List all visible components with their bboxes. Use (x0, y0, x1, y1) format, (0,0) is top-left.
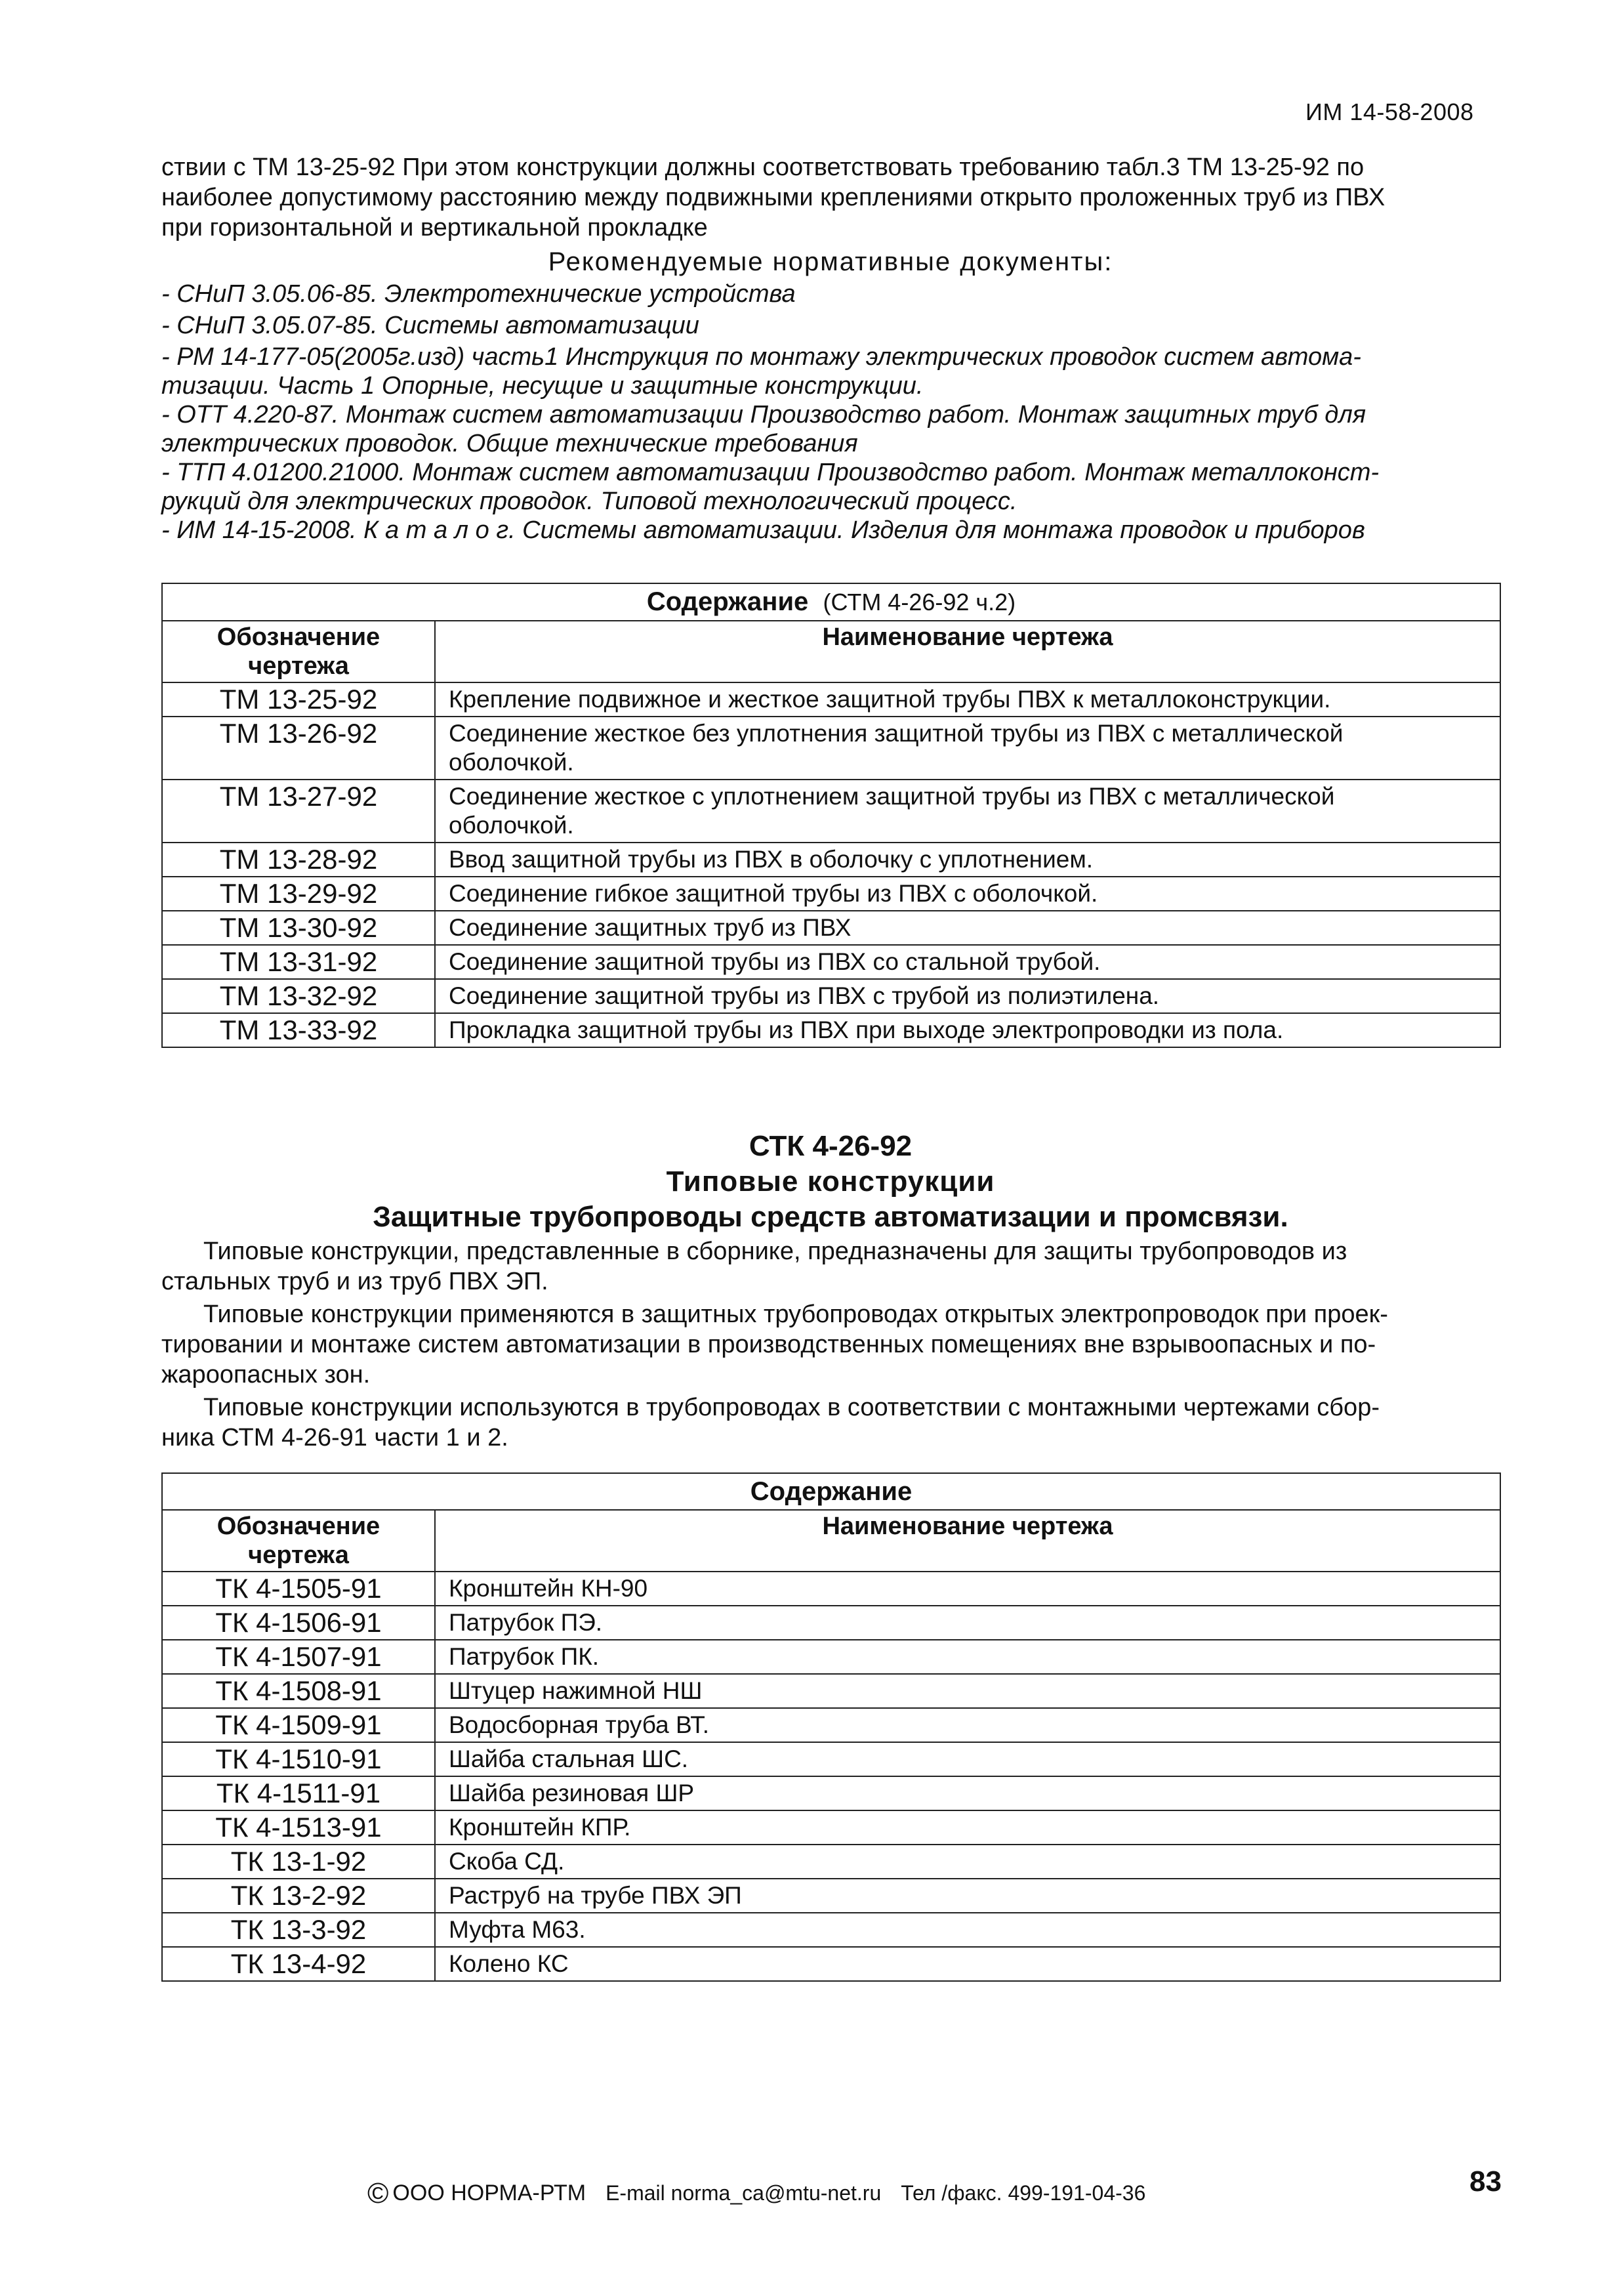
drawing-name: Патрубок ПК. (435, 1640, 1500, 1674)
intro-line: ствии с ТМ 13-25-92 При этом конструкции должны соответствовать требованию табл.3 ТМ 13-25-92 по (161, 154, 1365, 181)
table-header-row (162, 1510, 1500, 1572)
drawing-code: ТМ 13-26-92 (162, 717, 435, 780)
table-row (162, 1640, 1500, 1674)
column-header-code: Обозначение чертежа (162, 1510, 435, 1572)
drawing-code: ТК 13-3-92 (162, 1913, 435, 1947)
table-row (162, 1013, 1500, 1047)
intro-line: при горизонтальной и вертикальной прокладке (161, 214, 708, 241)
table-row (162, 1742, 1500, 1776)
column-header-code: Обозначение чертежа (162, 621, 435, 682)
drawing-name: Соединение защитных труб из ПВХ (435, 911, 1500, 945)
intro-line: наиболее допустимому расстоянию между подвижными креплениями открыто проложенных труб из ПВХ (161, 184, 1386, 211)
section-paragraph: Типовые конструкции применяются в защитных трубопроводах открытых электропроводок при проек- тировании и монтаже систем автоматизации в производственных помещениях вне взрывоопасных и по- жароопасных зон. (161, 1301, 1388, 1388)
copyright-symbol: © (367, 2177, 389, 2209)
drawing-name: Прокладка защитной трубы из ПВХ при выходе электропроводки из пола. (435, 1013, 1500, 1047)
column-header-name: Наименование чертежа (435, 1510, 1500, 1572)
table-row (162, 1947, 1500, 1981)
table-row (162, 1776, 1500, 1810)
drawing-code: ТМ 13-29-92 (162, 877, 435, 911)
section-code: СТК 4-26-92 (749, 1130, 913, 1162)
table-row (162, 1674, 1500, 1708)
drawing-name: Скоба СД. (435, 1845, 1500, 1879)
table-header-row (162, 621, 1500, 682)
drawing-code: ТК 4-1505-91 (162, 1572, 435, 1606)
recommended-docs-title: Рекомендуемые нормативные документы: (548, 247, 1113, 276)
drawing-code: ТМ 13-27-92 (162, 780, 435, 843)
recommended-doc-item: - СНиП 3.05.06-85. Электротехнические устройства (161, 280, 796, 308)
drawing-code: ТК 13-2-92 (162, 1879, 435, 1913)
drawing-name: Патрубок ПЭ. (435, 1606, 1500, 1640)
drawing-code: ТК 4-1511-91 (162, 1776, 435, 1810)
drawing-code: ТМ 13-32-92 (162, 979, 435, 1013)
table-row (162, 945, 1500, 979)
contents-table-1 (161, 583, 1501, 1048)
section-type: Типовые конструкции (666, 1165, 995, 1198)
drawing-name: Крепление подвижное и жесткое защитной трубы ПВХ к металлоконструкции. (435, 682, 1500, 717)
section-paragraph: Типовые конструкции используются в трубопроводах в соответствии с монтажными чертежами сбор- ника СТМ 4-26-91 части 1 и 2. (161, 1394, 1380, 1451)
column-header-name: Наименование чертежа (435, 621, 1500, 682)
recommended-doc-item: - ОТТ 4.220-87. Монтаж систем автоматизации Производство работ. Монтаж защитных труб для электрических проводок. Общие технические требования (161, 401, 1366, 457)
recommended-doc-item: - РМ 14-177-05(2005г.изд) часть1 Инструкция по монтажу электрических проводок систем автома- тизации. Часть 1 Опорные, несущие и защитные конструкции. (161, 343, 1361, 400)
drawing-code: ТК 4-1507-91 (162, 1640, 435, 1674)
table-row (162, 1879, 1500, 1913)
drawing-code: ТМ 13-30-92 (162, 911, 435, 945)
contents-table-1-wrapper (161, 583, 1500, 1048)
recommended-doc-item: - ИМ 14-15-2008. К а т а л о г. Системы автоматизации. Изделия для монтажа проводок и приборов (161, 516, 1365, 544)
drawing-code: ТМ 13-31-92 (162, 945, 435, 979)
footer-phone: Тел /факс. 499-191-04-36 (901, 2181, 1146, 2205)
section-paragraph: Типовые конструкции, представленные в сборнике, предназначены для защиты трубопроводов из стальных труб и из труб ПВХ ЭП. (161, 1238, 1347, 1295)
drawing-code: ТМ 13-33-92 (162, 1013, 435, 1047)
page-number: 83 (1469, 2165, 1502, 2198)
table-caption: Содержание (162, 1473, 1500, 1510)
drawing-name: Соединение жесткое с уплотнением защитной трубы из ПВХ с металлической оболочкой. (435, 780, 1500, 843)
drawing-name: Колено КС (435, 1947, 1500, 1981)
drawing-name: Шайба стальная ШС. (435, 1742, 1500, 1776)
contents-table-2 (161, 1472, 1501, 1982)
drawing-code: ТК 4-1508-91 (162, 1674, 435, 1708)
drawing-name: Шайба резиновая ШР (435, 1776, 1500, 1810)
drawing-code: ТК 4-1513-91 (162, 1810, 435, 1845)
table-row (162, 1572, 1500, 1606)
drawing-name: Водосборная труба ВТ. (435, 1708, 1500, 1742)
table-row (162, 979, 1500, 1013)
intro-paragraph (161, 152, 1500, 545)
footer-email: E-mail norma_ca@mtu-net.ru (606, 2181, 882, 2205)
drawing-name: Ввод защитной трубы из ПВХ в оболочку с уплотнением. (435, 843, 1500, 877)
table-row (162, 1845, 1500, 1879)
drawing-name: Раструб на трубе ПВХ ЭП (435, 1879, 1500, 1913)
table-row (162, 843, 1500, 877)
drawing-name: Штуцер нажимной НШ (435, 1674, 1500, 1708)
table-row (162, 877, 1500, 911)
footer (367, 2177, 1145, 2210)
contents-table-2-wrapper (161, 1472, 1500, 1982)
drawing-code: ТК 4-1506-91 (162, 1606, 435, 1640)
table-row (162, 1913, 1500, 1947)
drawing-name: Муфта М63. (435, 1913, 1500, 1947)
section-title: Защитные трубопроводы средств автоматизации и промсвязи. (373, 1201, 1288, 1233)
table-row (162, 1810, 1500, 1845)
document-code: ИМ 14-58-2008 (1305, 98, 1474, 125)
table-caption-note: (СТМ 4-26-92 ч.2) (823, 589, 1016, 616)
recommended-doc-item: - СНиП 3.05.07-85. Системы автоматизации (161, 312, 699, 339)
table-caption: Содержание (СТМ 4-26-92 ч.2) (162, 583, 1500, 621)
table-row (162, 1708, 1500, 1742)
footer-org: ООО НОРМА-РТМ (392, 2181, 586, 2205)
drawing-name: Соединение жесткое без уплотнения защитной трубы из ПВХ с металлической оболочкой. (435, 717, 1500, 780)
table-row (162, 911, 1500, 945)
drawing-code: ТМ 13-28-92 (162, 843, 435, 877)
drawing-name: Кронштейн КПР. (435, 1810, 1500, 1845)
drawing-name: Соединение защитной трубы из ПВХ с трубой из полиэтилена. (435, 979, 1500, 1013)
table-row (162, 717, 1500, 780)
drawing-name: Соединение защитной трубы из ПВХ со стальной трубой. (435, 945, 1500, 979)
recommended-doc-item: - ТТП 4.01200.21000. Монтаж систем автоматизации Производство работ. Монтаж металлоконст- рукций для электрических проводок. Типовой технологический процесс. (161, 459, 1380, 515)
drawing-code: ТМ 13-25-92 (162, 682, 435, 717)
table-row (162, 1606, 1500, 1640)
drawing-name: Соединение гибкое защитной трубы из ПВХ с оболочкой. (435, 877, 1500, 911)
table-caption-row (162, 1473, 1500, 1510)
table-row (162, 780, 1500, 843)
drawing-code: ТК 13-1-92 (162, 1845, 435, 1879)
drawing-name: Кронштейн КН-90 (435, 1572, 1500, 1606)
table-row (162, 682, 1500, 717)
drawing-code: ТК 4-1510-91 (162, 1742, 435, 1776)
table-caption-row (162, 583, 1500, 621)
section-block (161, 1129, 1500, 1453)
drawing-code: ТК 4-1509-91 (162, 1708, 435, 1742)
drawing-code: ТК 13-4-92 (162, 1947, 435, 1981)
